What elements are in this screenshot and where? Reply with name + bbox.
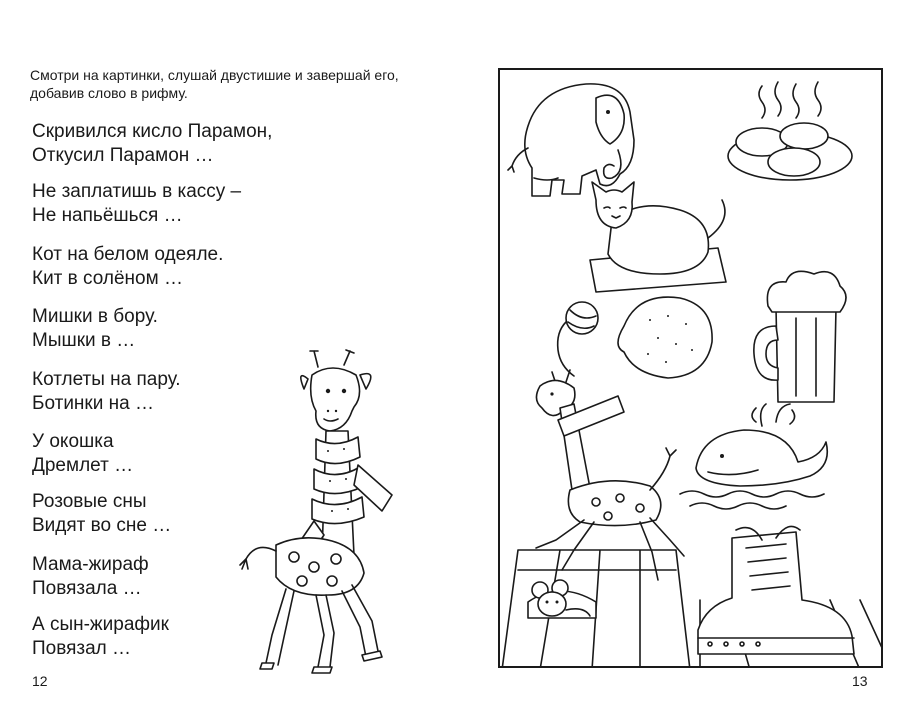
boot-illustration	[698, 526, 854, 654]
right-page	[450, 0, 900, 713]
pictures-panel	[500, 70, 883, 668]
couplet-3	[32, 243, 223, 291]
mouse-in-hole-illustration	[528, 580, 596, 618]
couplet-line-2: Мышки в …	[32, 330, 136, 351]
cutlets-on-plate-illustration	[728, 82, 852, 180]
couplet-line-2: Повязала …	[32, 578, 142, 599]
giraffe-with-scarf-illustration	[232, 345, 402, 675]
couplet-line-2: Ботинки на …	[32, 393, 154, 414]
couplet-6	[32, 430, 133, 478]
couplet-2	[32, 180, 241, 228]
beer-mug-illustration	[754, 271, 846, 402]
cat-on-blanket-illustration	[590, 182, 726, 292]
couplet-8	[32, 553, 149, 601]
page-number-right: 13	[852, 673, 868, 689]
elephant-illustration	[508, 84, 634, 196]
couplet-4	[32, 305, 158, 353]
couplet-line-2: Повязал …	[32, 638, 132, 659]
couplet-line-1: У окошка	[32, 431, 114, 452]
whale-illustration	[680, 404, 827, 509]
page-number-left: 12	[32, 673, 48, 689]
couplet-line-1: Кот на белом одеяле.	[32, 244, 224, 265]
couplet-line-2: Дремлет …	[32, 455, 134, 476]
couplet-9	[32, 613, 169, 661]
couplet-line-1: Мама-жираф	[32, 554, 149, 575]
couplet-line-1: Скривился кисло Парамон,	[32, 121, 273, 142]
instruction-text: Смотри на картинки, слушай двустишие и завершай его, добавив слово в рифму.	[30, 67, 399, 101]
lemon-illustration	[618, 297, 712, 378]
couplet-5	[32, 368, 181, 416]
giraffe-with-skein-illustration	[536, 370, 684, 580]
couplet-line-2: Кит в солёном …	[32, 268, 183, 289]
couplet-line-1: Котлеты на пару.	[32, 369, 181, 390]
couplet-1	[32, 120, 272, 168]
couplet-line-2: Не напьёшься …	[32, 205, 183, 226]
picture-frame	[498, 68, 883, 668]
couplet-7	[32, 490, 171, 538]
couplet-line-2: Видят во сне …	[32, 515, 172, 536]
couplet-line-2: Откусил Парамон …	[32, 145, 214, 166]
couplet-line-1: Розовые сны	[32, 491, 147, 512]
couplet-line-1: А сын-жирафик	[32, 614, 169, 635]
ball-of-yarn-illustration	[558, 302, 598, 376]
couplet-line-1: Мишки в бору.	[32, 306, 158, 327]
couplet-line-1: Не заплатишь в кассу –	[32, 181, 242, 202]
